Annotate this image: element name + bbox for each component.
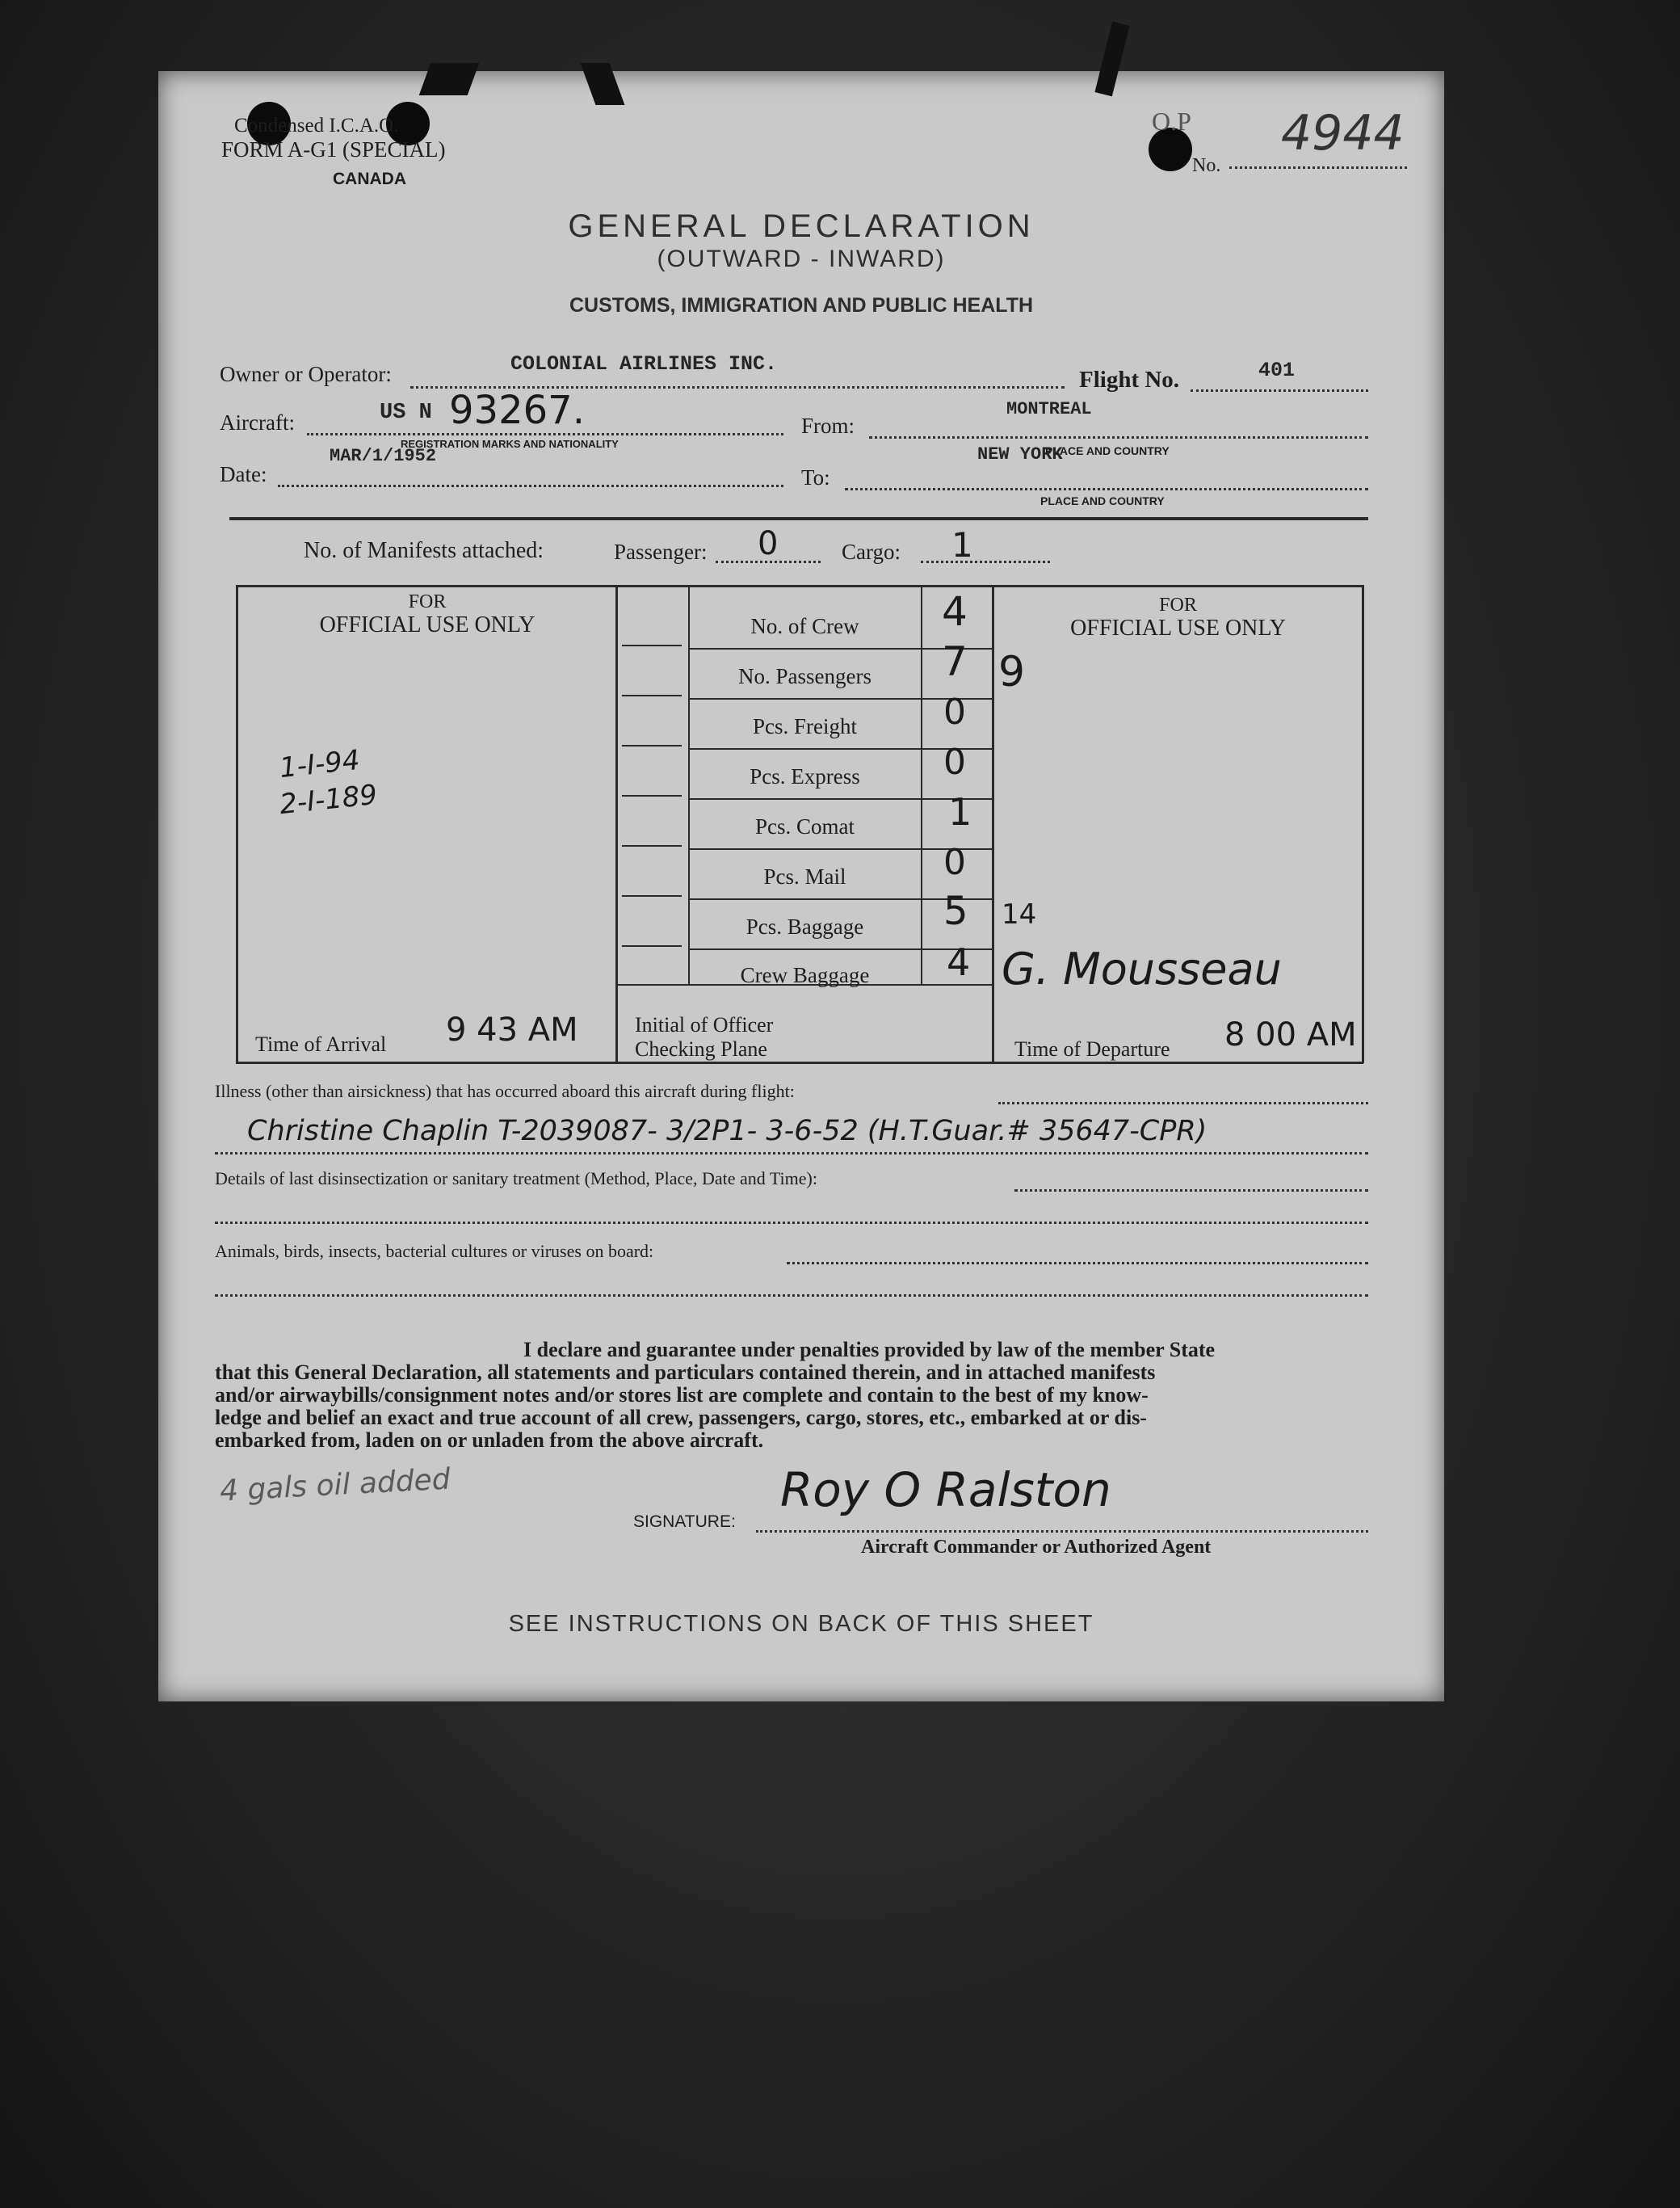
doc-number-line	[1229, 166, 1407, 169]
date-value: MAR/1/1952	[330, 446, 437, 466]
flight-line	[1191, 389, 1368, 392]
official-note-1: 1-I-94	[278, 743, 362, 785]
form-line1: Condensed I.C.A.O.	[234, 115, 399, 137]
arrival-value: 9 43 AM	[446, 1011, 578, 1049]
to-caption: PLACE AND COUNTRY	[1040, 494, 1165, 507]
officer-signature: G. Mousseau	[1002, 944, 1282, 995]
row-label-passengers: No. Passengers	[738, 664, 872, 688]
agencies: CUSTOMS, IMMIGRATION AND PUBLIC HEALTH	[569, 294, 1034, 317]
flight-value: 401	[1258, 359, 1296, 382]
from-label: From:	[801, 414, 855, 438]
declaration-line4: ledge and belief an exact and true account of all crew, passengers, cargo, stores, etc., embarked at or dis-	[215, 1406, 1147, 1429]
right-official-head2: OFFICIAL USE ONLY	[1070, 616, 1286, 641]
passenger-manifests-value: 0	[758, 525, 779, 562]
row-value-crew: 4	[942, 588, 968, 635]
manifests-label: No. of Manifests attached:	[304, 538, 544, 563]
row-label-freight: Pcs. Freight	[752, 714, 857, 738]
paper-tear	[581, 63, 625, 105]
animals-line-2	[215, 1294, 1368, 1297]
official-note-2: 2-I-189	[278, 778, 379, 822]
cargo-manifests-value: 1	[951, 525, 973, 565]
form-line3: CANADA	[333, 170, 406, 188]
signature-label: SIGNATURE:	[633, 1512, 736, 1531]
rule	[229, 517, 1368, 520]
initial-label-2: Checking Plane	[635, 1037, 767, 1061]
row-label-crew: No. of Crew	[750, 614, 859, 638]
departure-value: 8 00 AM	[1224, 1016, 1357, 1054]
paper-tear	[1094, 22, 1129, 97]
illness-line	[998, 1102, 1368, 1104]
illness-label: Illness (other than airsickness) that has occurred aboard this aircraft during flight:	[215, 1081, 795, 1101]
declaration-line1: I declare and guarantee under penalties provided by law of the member State	[523, 1338, 1216, 1361]
owner-value: COLONIAL AIRLINES INC.	[510, 352, 778, 376]
doc-number: 4944	[1281, 105, 1405, 162]
passenger-annotation: 9	[998, 648, 1026, 696]
row-label-crew-baggage: Crew Baggage	[740, 963, 870, 987]
to-value: NEW YORK	[977, 444, 1063, 465]
aircraft-value-typed: US N	[380, 401, 432, 425]
from-caption: PLACE AND COUNTRY	[1045, 444, 1170, 457]
from-line	[869, 436, 1368, 439]
row-value-crew-baggage: 4	[947, 940, 971, 984]
aircraft-value-hand: 93267.	[449, 388, 585, 433]
cargo-label: Cargo:	[842, 540, 901, 564]
cargo-line	[921, 561, 1050, 563]
row-value-baggage: 5	[943, 889, 968, 934]
illness-value: Christine Chaplin T-2039087- 3/2P1- 3-6-52 (H.T.Guar.# 35647-CPR)	[247, 1115, 1208, 1147]
declaration-line2: that this General Declaration, all statements and particulars contained therein, and in attached manifests	[215, 1361, 1156, 1384]
row-value-freight: 0	[943, 692, 966, 733]
signature-caption: Aircraft Commander or Authorized Agent	[861, 1537, 1212, 1558]
passenger-label: Passenger:	[614, 540, 708, 564]
aircraft-label: Aircraft:	[220, 410, 295, 435]
animals-label: Animals, birds, insects, bacterial cultures or viruses on board:	[215, 1241, 654, 1261]
flight-label: Flight No.	[1079, 367, 1180, 393]
form-line2: FORM A-G1 (SPECIAL)	[221, 137, 446, 162]
left-official-head2: OFFICIAL USE ONLY	[319, 612, 536, 637]
initial-label-1: Initial of Officer	[635, 1013, 774, 1037]
right-official-head1: FOR	[1159, 595, 1197, 616]
disinsect-line	[1014, 1189, 1368, 1192]
row-label-express: Pcs. Express	[750, 764, 860, 789]
page-title: GENERAL DECLARATION	[568, 208, 1035, 244]
declaration-line3: and/or airwaybills/consignment notes and/or stores list are complete and contain to the best of my know-	[215, 1383, 1149, 1407]
aircraft-caption: REGISTRATION MARKS AND NATIONALITY	[401, 438, 619, 450]
to-line	[845, 488, 1368, 490]
signature-line	[756, 1530, 1368, 1533]
instructions-note: SEE INSTRUCTIONS ON BACK OF THIS SHEET	[508, 1611, 1094, 1637]
date-line	[278, 485, 783, 487]
declaration-sheet	[158, 71, 1444, 1701]
row-label-mail: Pcs. Mail	[763, 864, 846, 889]
baggage-annotation: 14	[1002, 898, 1037, 931]
to-label: To:	[801, 465, 830, 490]
disinsect-label: Details of last disinsectization or sanitary treatment (Method, Place, Date and Time):	[215, 1168, 817, 1188]
departure-label: Time of Departure	[1014, 1037, 1170, 1061]
row-value-mail: 0	[943, 842, 966, 883]
arrival-label: Time of Arrival	[255, 1033, 387, 1056]
signature-value: Roy O Ralston	[780, 1462, 1111, 1517]
pencil-mark: O.P	[1152, 107, 1191, 136]
left-official-head1: FOR	[408, 591, 447, 612]
paper-tear	[419, 63, 480, 95]
page-subtitle: (OUTWARD - INWARD)	[657, 246, 946, 272]
disinsect-line-2	[215, 1222, 1368, 1224]
row-value-passengers: 7	[942, 638, 968, 685]
doc-number-prefix: No.	[1192, 155, 1221, 176]
row-value-express: 0	[943, 742, 966, 783]
animals-line	[787, 1262, 1368, 1264]
row-label-baggage: Pcs. Baggage	[746, 915, 864, 939]
row-label-comat: Pcs. Comat	[754, 814, 855, 839]
aircraft-line	[307, 433, 783, 435]
date-label: Date:	[220, 462, 267, 486]
row-value-comat: 1	[948, 790, 972, 834]
declaration-line5: embarked from, laden on or unladen from the above aircraft.	[215, 1428, 764, 1452]
margin-note: 4 gals oil added	[219, 1462, 452, 1508]
illness-line-2	[215, 1152, 1368, 1154]
owner-label: Owner or Operator:	[220, 362, 392, 386]
from-value: MONTREAL	[1006, 399, 1092, 419]
